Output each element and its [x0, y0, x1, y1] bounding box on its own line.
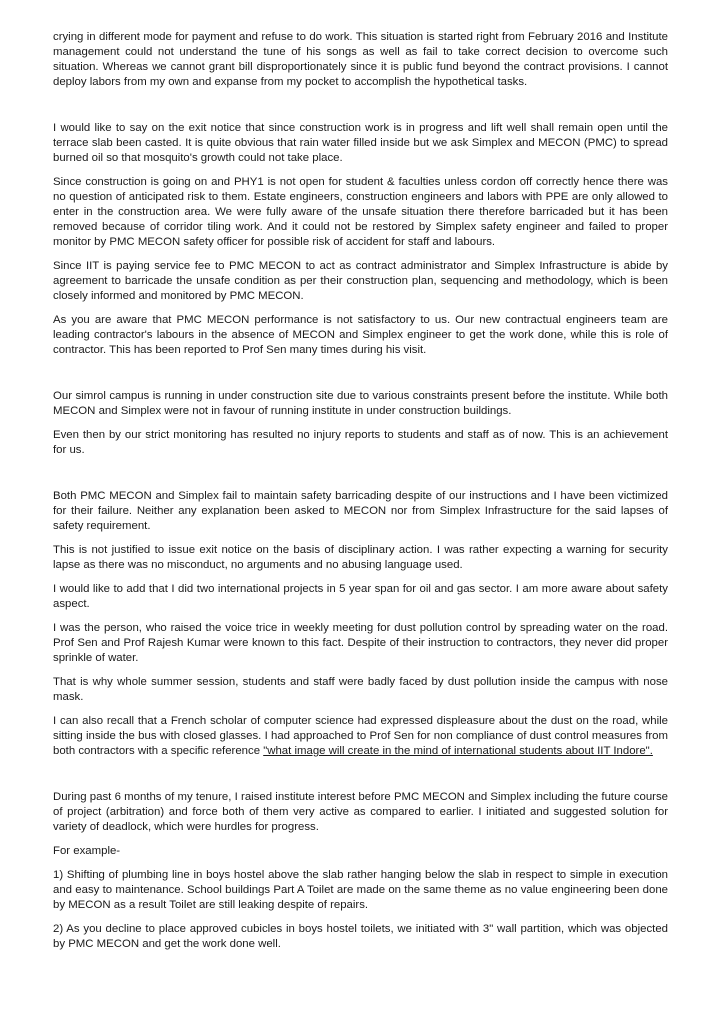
paragraph-dust-pollution: I was the person, who raised the voice trice in weekly meeting for dust pollution control by spreading water on the road. Prof Sen and Prof Rajesh Kumar were known to this fact. Despite of their instruction to contractors, they never did proper sprinkle of water.: [53, 622, 668, 664]
paragraph-for-example: For example-: [53, 845, 121, 857]
paragraph-summer-session: That is why whole summer session, students and staff were badly faced by dust pollution inside the campus with nose mask.: [53, 676, 668, 703]
paragraph-french-scholar: [53, 714, 668, 759]
underlined-quote: "what image will create in the mind of international students about IIT Indore".: [263, 745, 653, 757]
paragraph-exit-notice: I would like to say on the exit notice that since construction work is in progress and lift well shall remain open until the terrace slab been casted. It is quite obvious that rain water filled inside but we ask Simplex and MECON (PMC) to spread burned oil so that mosquito's growth could not take place.: [53, 122, 668, 164]
paragraph-international-projects: I would like to add that I did two international projects in 5 year span for oil and gas sector. I am more aware about safety aspect.: [53, 583, 668, 610]
paragraph-tenure: During past 6 months of my tenure, I raised institute interest before PMC MECON and Simplex including the future course of project (arbitration) and force both of them very active as compared to earlier. I initiated and suggested solution for variety of deadlock, which were hurdles for progress.: [53, 791, 668, 833]
paragraph-french-scholar-text: I can also recall that a French scholar of computer science had expressed displeasure about the dust on the road, while sitting inside the bus with closed glasses. I had approached to Prof Sen for non compliance of dust control measures from both contractors with a specific reference: [53, 715, 668, 757]
paragraph-payment: crying in different mode for payment and refuse to do work. This situation is started right from February 2016 and Institute management could not understand the tune of his songs as well as fail to take correct decision to overcome such situation. Whereas we cannot grant bill disproportionately since it is public fund beyond the contract provisions. I cannot deploy labors from my own and expanse from my pocket to accomplish the hypothetical tasks.: [53, 31, 668, 88]
paragraph-simrol-campus: Our simrol campus is running in under construction site due to various constraints present before the institute. While both MECON and Simplex were not in favour of running institute in under construction buildings.: [53, 390, 668, 417]
paragraph-item-1: 1) Shifting of plumbing line in boys hostel above the slab rather hanging below the slab in respect to simple in execution and easy to maintenance. School buildings Part A Toilet are made on the same theme as no value engineering been done by MECON as a result Toilet are still leaking despite of repairs.: [53, 869, 668, 911]
paragraph-pmc-performance: As you are aware that PMC MECON performance is not satisfactory to us. Our new contractual engineers team are leading contractor's labours in the absence of MECON and Simplex engineer to get the work done, while this is role of contractor. This has been reported to Prof Sen many times during his visit.: [53, 314, 668, 356]
paragraph-no-injury: Even then by our strict monitoring has resulted no injury reports to students and staff as of now. This is an achievement for us.: [53, 429, 668, 456]
paragraph-item-2: 2) As you decline to place approved cubicles in boys hostel toilets, we initiated with 3" wall partition, which was objected by PMC MECON and get the work done well.: [53, 923, 668, 950]
paragraph-service-fee: Since IIT is paying service fee to PMC MECON to act as contract administrator and Simplex Infrastructure is abide by agreement to barricade the unsafe condition as per their construction plan, sequencing and methodology, which is been closely informed and monitored by PMC MECON.: [53, 260, 668, 302]
paragraph-construction-risk: Since construction is going on and PHY1 is not open for student & faculties unless cordon off correctly hence there was no question of anticipated risk to them. Estate engineers, construction engineers and labors with PPE are only allowed to enter in the construction area. We were fully aware of the unsafe situation there therefore barricaded but it has been removed because of corridor tiling work. And it could not be restored by Simplex safety engineer and failed to proper monitor by PMC MECON safety officer for possible risk of accident for staff and labours.: [53, 176, 668, 248]
paragraph-barricading: Both PMC MECON and Simplex fail to maintain safety barricading despite of our instructions and I have been victimized for their failure. Neither any explanation been asked to MECON nor from Simplex Infrastructure for the said lapses of safety requirement.: [53, 490, 668, 532]
paragraph-disciplinary: This is not justified to issue exit notice on the basis of disciplinary action. I was rather expecting a warning for security lapse as there was no misconduct, no arguments and no abusing language used.: [53, 544, 668, 571]
